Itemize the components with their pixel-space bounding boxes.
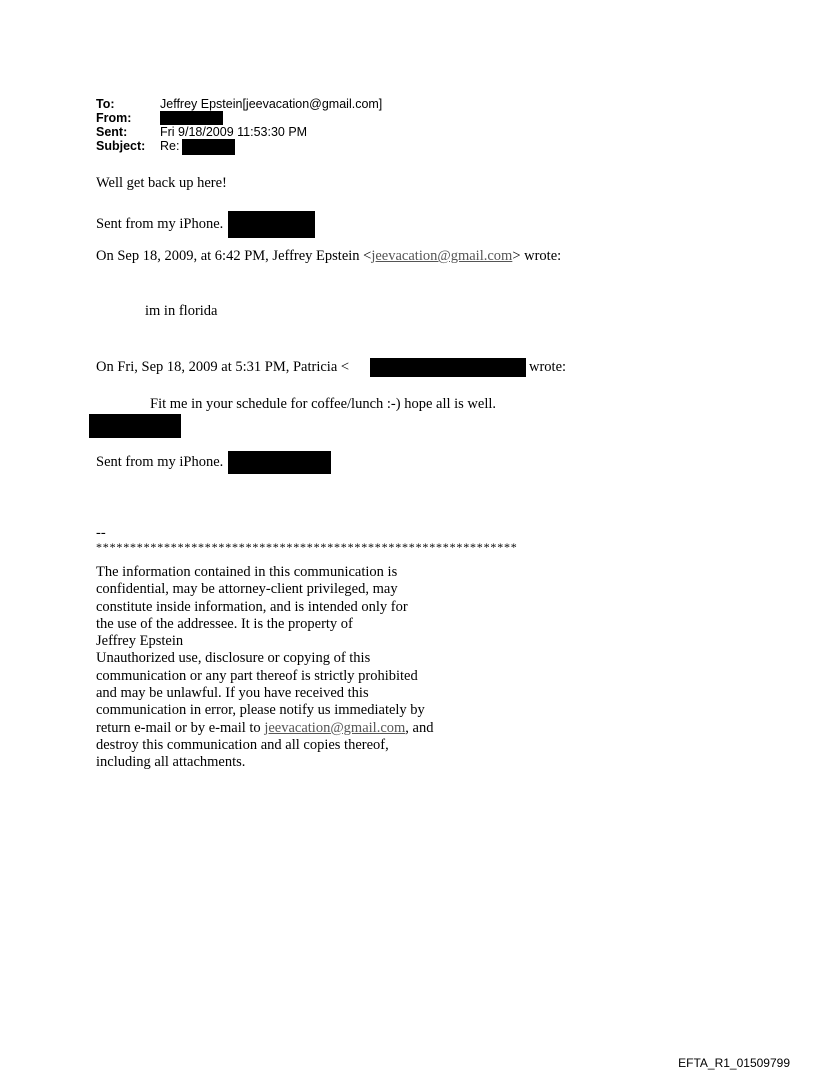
signature-2 bbox=[96, 451, 331, 474]
to-row bbox=[96, 97, 382, 111]
confidentiality-disclaimer bbox=[96, 564, 496, 772]
disclaimer-email-line bbox=[96, 720, 496, 737]
message-line: Well get back up here! bbox=[96, 175, 227, 191]
signature-1-text: Sent from my iPhone. bbox=[96, 215, 224, 232]
signature-dashes: -- bbox=[96, 525, 106, 541]
signature-1-redaction bbox=[228, 211, 315, 238]
disclaimer-line: and may be unlawful. If you have received this bbox=[96, 685, 369, 702]
disclaimer-line: Jeffrey Epstein bbox=[96, 633, 184, 650]
signature-2-redaction bbox=[228, 451, 331, 474]
subject-value: Re: bbox=[160, 139, 180, 153]
from-label: From: bbox=[96, 111, 132, 125]
subject-label: Subject: bbox=[96, 139, 146, 153]
sent-label: Sent: bbox=[96, 125, 128, 139]
signature-1 bbox=[96, 211, 315, 238]
email-line-suffix: , and bbox=[405, 719, 434, 736]
quote-1-prefix: On Sep 18, 2009, at 6:42 PM, Jeffrey Epstein < bbox=[96, 248, 372, 264]
disclaimer-line: communication in error, please notify us immediately by bbox=[96, 702, 425, 719]
quote-2-email-redaction bbox=[370, 358, 526, 377]
signature-2-text: Sent from my iPhone. bbox=[96, 453, 224, 470]
disclaimer-line: confidential, may be attorney-client privileged, may bbox=[96, 581, 398, 598]
quote-2-attribution bbox=[96, 359, 349, 376]
reply-text: im in florida bbox=[145, 303, 218, 319]
from-redaction bbox=[160, 111, 223, 125]
disclaimer-line: the use of the addressee. It is the property of bbox=[96, 615, 353, 632]
document-id: EFTA_R1_01509799 bbox=[678, 1056, 790, 1070]
email-line-prefix: return e-mail or by e-mail to bbox=[96, 719, 265, 736]
quote-2-suffix: wrote: bbox=[529, 359, 567, 375]
signature-stars: ************************************************************** bbox=[96, 540, 518, 554]
disclaimer-line: constitute inside information, and is intended only for bbox=[96, 598, 408, 615]
quote-2-prefix: On Fri, Sep 18, 2009 at 5:31 PM, Patricia < bbox=[96, 359, 350, 375]
to-label: To: bbox=[96, 97, 115, 111]
sent-row bbox=[96, 125, 382, 139]
email-header bbox=[96, 97, 382, 153]
to-value: Jeffrey Epstein[jeevacation@gmail.com] bbox=[160, 97, 383, 111]
disclaimer-line: including all attachments. bbox=[96, 754, 246, 771]
disclaimer-line: communication or any part thereof is strictly prohibited bbox=[96, 667, 418, 684]
disclaimer-line: The information contained in this communication is bbox=[96, 564, 398, 580]
quote-1-attribution bbox=[96, 248, 561, 265]
subject-redaction bbox=[182, 139, 235, 155]
body-redaction bbox=[89, 414, 181, 438]
quote-1-suffix: > wrote: bbox=[512, 248, 562, 264]
disclaimer-email-link[interactable]: jeevacation@gmail.com bbox=[264, 719, 406, 736]
from-row bbox=[96, 111, 382, 125]
disclaimer-line: Unauthorized use, disclosure or copying of this bbox=[96, 650, 371, 667]
disclaimer-line: destroy this communication and all copies thereof, bbox=[96, 736, 389, 753]
original-message-text: Fit me in your schedule for coffee/lunch :-) hope all is well. bbox=[150, 396, 497, 412]
subject-row bbox=[96, 139, 382, 153]
sent-value: Fri 9/18/2009 11:53:30 PM bbox=[160, 125, 308, 139]
quote-1-email-link[interactable]: jeevacation@gmail.com bbox=[371, 248, 513, 264]
